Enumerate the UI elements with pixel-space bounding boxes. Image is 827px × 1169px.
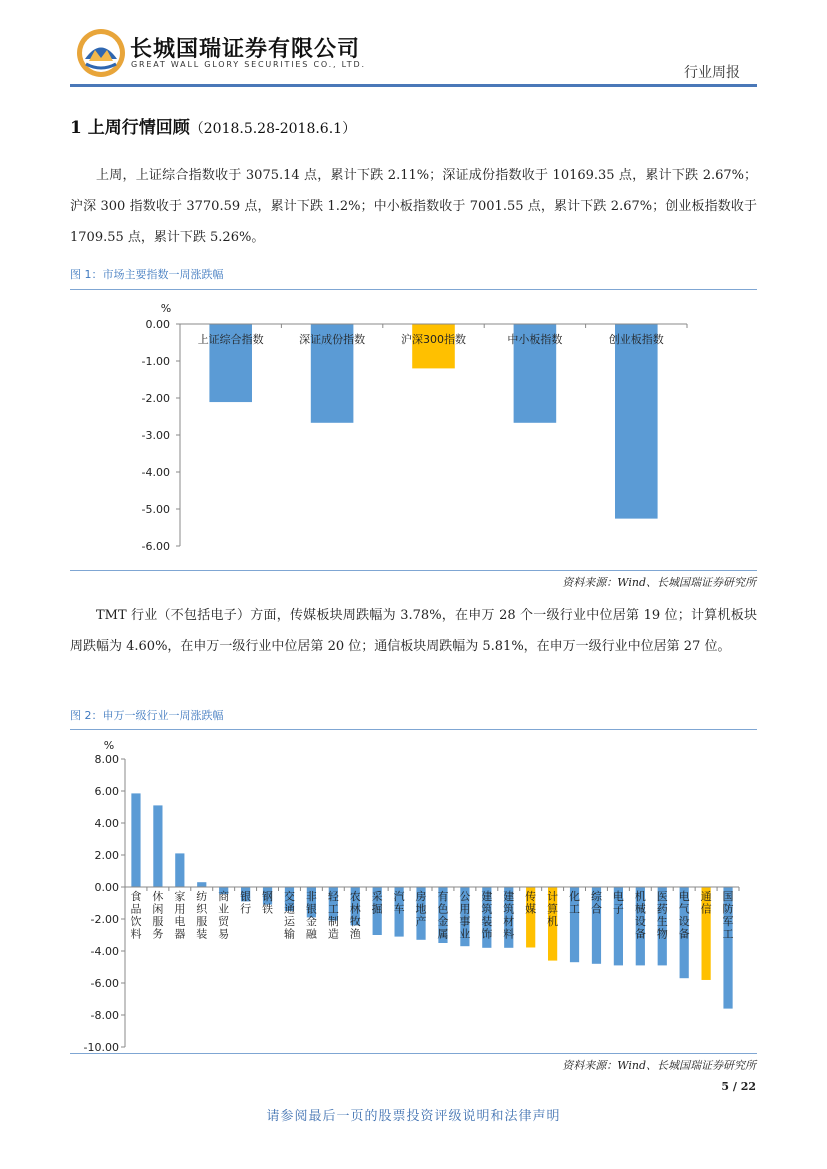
header-rule [70,84,757,87]
x-tick-label: 钢铁 [262,890,274,916]
x-tick-label: 创业板指数 [608,333,664,346]
industry-change-chart [70,733,757,1053]
x-tick-label: 中小板指数 [507,333,563,346]
figure-1-bottom-rule [70,570,757,571]
y-tick-label: -4.00 [90,945,119,958]
x-tick-label: 深证成份指数 [299,333,366,346]
x-tick-label: 综合 [590,890,602,916]
paragraph-tmt-summary: TMT 行业（不包括电子）方面，传媒板块周跌幅为 3.78%，在申万 28 个一级行业中位居第 19 位；计算机板块周跌幅为 4.60%，在申万一级行业中位居第 20 位；通信板块周跌幅为 5.81%，在申万一级行业中位居第 27 位。 [70,608,757,654]
y-tick-label: 0.00 [94,881,119,894]
x-tick-label: 通信 [700,890,712,916]
y-tick-label: 2.00 [94,849,119,862]
figure-2-top-rule [70,729,757,730]
x-tick-label: 国防军工 [722,890,734,941]
report-type: 行业周报 [684,65,740,81]
bar-沪深300指数 [412,324,455,368]
x-tick-label: 化工 [569,890,581,916]
x-tick-label: 纺织服装 [196,890,208,941]
x-tick-label: 传媒 [525,890,537,916]
x-tick-label: 轻工制造 [327,890,339,941]
bar-纺织服装 [197,882,206,887]
x-tick-label: 银行 [240,890,252,916]
x-tick-label: 沪深300指数 [401,333,466,346]
x-tick-label: 医药生物 [656,890,668,941]
footer-disclaimer: 请参阅最后一页的股票投资评级说明和法律声明 [266,1109,561,1124]
x-tick-label: 计算机 [547,890,559,928]
section-date-range: （2018.5.28-2018.6.1） [189,121,357,137]
figure-2-bottom-rule [70,1053,757,1054]
x-tick-label: 房地产 [415,890,427,928]
y-tick-label: -2.00 [90,913,119,926]
x-tick-label: 休闲服务 [152,890,164,941]
x-tick-label: 机械设备 [634,890,646,941]
y-tick-label: 0.00 [145,318,170,331]
x-tick-label: 食品饮料 [130,890,142,941]
figure-1-top-rule [70,289,757,290]
x-tick-label: 电子 [612,890,624,916]
paragraph-market-summary: 上周，上证综合指数收于 3075.14 点，累计下跌 2.11%；深证成份指数收于 10169.35 点，累计下跌 2.67%；沪深 300 指数收于 3770.59 点，累计下跌 1.2%；中小板指数收于 7001.55 点，累计下跌 2.67%；创业板指数收于 1709.55 点，累计下跌 5.26%。 [70,168,757,245]
company-name-en: GREAT WALL GLORY SECURITIES CO., LTD. [131,60,366,69]
section-title-text: 1 上周行情回顾 [70,118,190,138]
y-tick-label: -3.00 [141,429,170,442]
section-title [70,113,356,138]
x-tick-label: 采掘 [371,890,383,916]
x-tick-label: 上证综合指数 [197,333,264,346]
x-tick-label: 商业贸易 [218,890,230,941]
y-tick-label: -1.00 [141,355,170,368]
figure-2-source: 资料来源：Wind、长城国瑞证券研究所 [562,1059,756,1072]
x-tick-label: 建筑材料 [503,890,515,941]
x-tick-label: 非银金融 [305,890,317,941]
x-tick-label: 交通运输 [283,890,295,941]
y-tick-label: 6.00 [94,785,119,798]
x-tick-label: 建筑装饰 [481,890,493,941]
bar-创业板指数 [615,324,658,519]
y-tick-label: 8.00 [94,753,119,766]
y-tick-label: -6.00 [90,977,119,990]
company-name-cn: 长城国瑞证券有限公司 [130,37,361,62]
x-tick-label: 公用事业 [459,890,471,941]
y-tick-label: -6.00 [141,540,170,553]
company-logo [76,28,126,78]
page-number: 5 / 22 [721,1080,756,1093]
figure-1-source: 资料来源：Wind、长城国瑞证券研究所 [562,576,756,589]
y-axis-unit: % [103,739,115,752]
x-tick-label: 有色金属 [437,890,449,941]
figure-1-caption: 图 1：市场主要指数一周涨跌幅 [70,268,224,281]
y-tick-label: -5.00 [141,503,170,516]
y-tick-label: -8.00 [90,1009,119,1022]
x-tick-label: 汽车 [393,890,405,916]
y-tick-label: -2.00 [141,392,170,405]
bar-休闲服务 [153,805,162,887]
y-axis-unit: % [160,302,172,315]
bar-食品饮料 [131,793,140,887]
y-tick-label: -4.00 [141,466,170,479]
figure-2-caption: 图 2：申万一级行业一周涨跌幅 [70,709,224,722]
y-tick-label: 4.00 [94,817,119,830]
y-tick-label: -10.00 [83,1041,119,1053]
x-tick-label: 农林牧渔 [349,890,361,941]
index-change-chart [70,292,757,562]
x-tick-label: 家用电器 [174,890,186,941]
bar-家用电器 [175,853,184,887]
x-tick-label: 电气设备 [678,890,690,941]
